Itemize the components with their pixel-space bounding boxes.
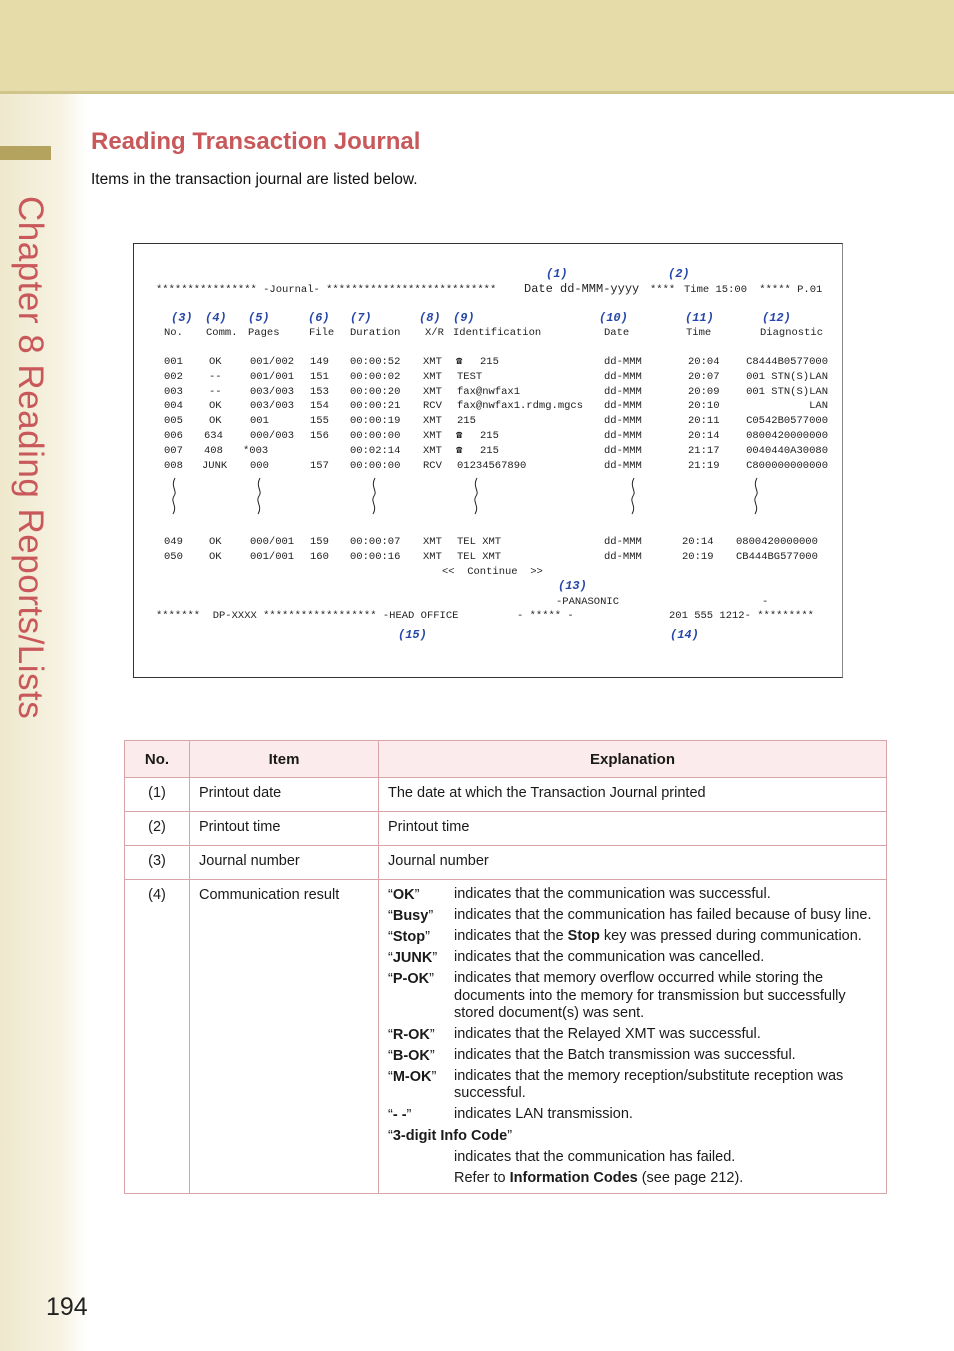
row-item: Journal number [190,846,379,880]
table-row [125,846,887,880]
callout-15: (15) [398,628,427,642]
journal-time: Time 15:00 [684,284,748,296]
break-mark [169,477,179,515]
journal-cell-xr: RCV [423,459,442,472]
journal-cell-file: 155 [310,415,329,428]
journal-cell-comm: OK [209,536,222,548]
footer-right: 201 555 1212- ********* [669,610,814,622]
row-explanation: Journal number [379,846,887,880]
journal-cell-comm: OK [209,400,222,413]
result-code-desc: indicates that the Stop key was pressed during communication. [454,928,862,944]
break-mark [471,477,481,515]
result-code: “B-OK” [388,1047,435,1064]
result-code: “- -” [388,1106,412,1123]
result-code-row [388,1026,877,1044]
journal-cell-time: 20:19 [682,551,714,563]
result-code-row [388,1068,877,1103]
result-code: “OK” [388,887,420,903]
phone-icon: ☎ [456,430,463,442]
journal-cell-diagnostic: 0040440A30080 [746,444,828,457]
phone-icon: ☎ [456,444,463,457]
journal-cell-diagnostic: CB444BG577000 [736,551,818,563]
row-item: Communication result [190,880,379,1194]
header-item: Item [190,741,379,778]
col-identification: Identification [453,327,542,339]
journal-cell-pages: *003 [243,444,269,457]
journal-row [134,536,842,548]
footer-mid: - ***** - [517,610,574,622]
phone-icon: ☎ [456,356,463,368]
col-date: Date [604,327,630,339]
col-time: Time [686,327,712,339]
journal-cell-file: 159 [310,536,329,548]
result-code: “Stop” [388,929,430,945]
journal-row [134,460,842,472]
journal-cell-xr: XMT [423,444,442,457]
callout-14: (14) [670,628,699,642]
journal-cell-duration: 00:00:20 [350,385,401,398]
result-code-desc: indicates that memory overflow occurred while storing the documents into the memory for transmission but successfully stored document(s) was sent. [454,970,846,1021]
footer-left: ******* DP-XXXX ****************** -HEAD OFFICE [156,610,459,622]
journal-cell-comm: 634 [204,430,223,442]
journal-row [134,551,842,563]
journal-cell-pages: 001 [250,415,269,428]
journal-cell-pages: 001/001 [250,370,295,383]
journal-cell-identification: TEL XMT [457,551,502,563]
journal-cell-pages: 000/001 [250,536,295,548]
journal-cell-no: 049 [164,536,183,548]
callout-10: (10) [599,311,628,325]
journal-cell-file: 153 [310,385,329,398]
callout-2: (2) [668,267,690,281]
journal-cell-comm: -- [209,370,222,383]
journal-column-headers [134,327,842,339]
break-mark [254,477,264,515]
table-row [125,880,887,1194]
table-row [125,778,887,812]
journal-cell-comm: 408 [204,444,223,457]
callout-7: (7) [350,311,372,325]
result-code: “JUNK” [388,950,438,966]
journal-row [134,430,842,442]
journal-cell-time: 20:10 [688,400,720,413]
result-code: “R-OK” [388,1026,435,1043]
row-no: (2) [125,812,190,846]
journal-cell-date: dd-MMM [604,415,642,428]
callout-12: (12) [762,311,791,325]
header-no: No. [125,741,190,778]
journal-cell-time: 20:09 [688,385,720,398]
journal-row [134,371,842,383]
journal-cell-no: 005 [164,415,183,428]
journal-cell-date: dd-MMM [604,385,642,398]
journal-cell-xr: XMT [423,536,442,548]
row-explanation [379,880,887,1194]
journal-cell-duration: 00:00:19 [350,415,401,428]
result-code: “Busy” [388,908,434,924]
journal-cell-pages: 003/003 [250,400,295,413]
panasonic-text: -PANASONIC [556,596,620,608]
explanation-table [124,740,887,1194]
journal-cell-comm: OK [209,551,222,563]
journal-cell-time: 20:04 [688,356,720,368]
journal-cell-no: 001 [164,356,183,368]
row-item: Printout date [190,778,379,812]
top-band [0,0,954,91]
journal-cell-identification: 215 [457,415,476,428]
journal-cell-no: 002 [164,370,183,383]
journal-cell-no: 008 [164,459,183,472]
result-code-row [388,907,877,925]
result-code-desc: indicates LAN transmission. [454,1105,633,1122]
journal-cell-file: 151 [310,370,329,383]
journal-cell-file: 154 [310,400,329,413]
page-number: 194 [46,1293,88,1321]
journal-cell-time: 20:14 [682,536,714,548]
top-band-rule [0,91,954,94]
journal-cell-identification: fax@nwfax1.rdmg.mgcs [457,400,584,413]
journal-cell-duration: 00:00:21 [350,400,401,413]
row-no: (4) [125,880,190,1194]
result-code-desc: indicates that the communication was successful. [454,886,771,902]
result-code-row [388,1106,877,1124]
result-code-row [388,886,877,904]
col-no: No. [164,327,183,339]
info-code: “3-digit Info Code” [388,1127,513,1144]
journal-cell-diagnostic: 001 STN(S)LAN [746,370,828,383]
journal-sample [133,243,843,678]
callout-4: (4) [205,311,227,325]
panasonic-dash: - [762,596,769,608]
journal-cell-xr: XMT [423,370,442,383]
journal-row [134,356,842,368]
chapter-tab-marker [0,146,51,160]
break-mark [751,477,761,515]
journal-cell-identification: 01234567890 [457,459,527,472]
journal-cell-time: 21:19 [688,459,720,472]
table-header-row [125,741,887,778]
journal-cell-comm: OK [209,415,222,428]
result-code-row [388,949,877,967]
journal-cell-date: dd-MMM [604,356,642,368]
callout-1: (1) [546,267,568,281]
journal-row [134,400,842,412]
journal-cell-no: 050 [164,551,183,563]
result-code-row [388,1047,877,1065]
journal-cell-comm: JUNK [202,459,228,472]
callout-6: (6) [308,311,330,325]
col-diagnostic: Diagnostic [760,327,824,339]
journal-cell-diagnostic: C8444B0577000 [746,356,828,368]
journal-row [134,445,842,457]
journal-row [134,386,842,398]
journal-cell-date: dd-MMM [604,459,642,472]
journal-cell-date: dd-MMM [604,536,642,548]
journal-row [134,415,842,427]
result-code-desc: indicates that the communication was cancelled. [454,949,765,965]
result-code: “P-OK” [388,971,434,987]
callout-3: (3) [171,311,193,325]
result-code-desc: indicates that the Batch transmission was successful. [454,1046,796,1063]
row-no: (3) [125,846,190,880]
break-mark [628,477,638,515]
journal-cell-pages: 000/003 [250,430,295,442]
journal-cell-identification: 215 [480,444,499,457]
result-code-desc: indicates that the memory reception/substitute reception was successful. [454,1067,844,1101]
row-explanation: The date at which the Transaction Journal printed [379,778,887,812]
journal-cell-date: dd-MMM [604,370,642,383]
journal-cell-no: 003 [164,385,183,398]
journal-cell-comm: -- [209,385,222,398]
journal-cell-diagnostic: C800000000000 [746,459,828,472]
journal-cell-pages: 001/001 [250,551,295,563]
callout-9: (9) [453,311,475,325]
row-item: Printout time [190,812,379,846]
journal-cell-no: 006 [164,430,183,442]
journal-cell-no: 004 [164,400,183,413]
journal-cell-file: 157 [310,459,329,472]
journal-cell-xr: RCV [423,400,442,413]
journal-cell-pages: 003/003 [250,385,295,398]
journal-cell-xr: XMT [423,430,442,442]
journal-cell-date: dd-MMM [604,444,642,457]
journal-cell-identification: TEL XMT [457,536,502,548]
header-explanation: Explanation [379,741,887,778]
journal-cell-date: dd-MMM [604,551,642,563]
table-row [125,812,887,846]
journal-cell-diagnostic: 0800420000000 [736,536,818,548]
journal-cell-time: 20:07 [688,370,720,383]
journal-cell-time: 20:11 [688,415,720,428]
journal-cell-duration: 00:00:52 [350,356,401,368]
journal-cell-identification: 215 [480,430,499,442]
journal-cell-xr: XMT [423,551,442,563]
journal-cell-file: 149 [310,356,329,368]
journal-cell-diagnostic: 0800420000000 [746,430,828,442]
callout-8: (8) [419,311,441,325]
journal-cell-time: 20:14 [688,430,720,442]
journal-cell-identification: fax@nwfax1 [457,385,521,398]
result-code-desc: indicates that the communication has failed because of busy line. [454,907,872,923]
journal-header-line: **************** -Journal- *************************** [156,284,497,296]
journal-cell-date: dd-MMM [604,430,642,442]
callout-5: (5) [248,311,270,325]
callout-11: (11) [685,311,714,325]
journal-cell-xr: XMT [423,415,442,428]
col-xr: X/R [425,327,444,339]
journal-cell-xr: XMT [423,356,442,368]
journal-cell-xr: XMT [423,385,442,398]
journal-cell-diagnostic: LAN [809,400,828,413]
info-code-row [388,1127,877,1145]
journal-cell-duration: 00:00:02 [350,370,401,383]
section-title: Reading Transaction Journal [91,128,421,155]
journal-header-tail-b: ***** P.01 [753,284,823,296]
result-code-row [388,970,877,1023]
journal-cell-duration: 00:00:07 [350,536,401,548]
journal-cell-diagnostic: 001 STN(S)LAN [746,385,828,398]
journal-cell-duration: 00:00:00 [350,430,401,442]
continue-text: << Continue >> [442,566,543,578]
col-file: File [309,327,335,339]
intro-text: Items in the transaction journal are listed below. [91,171,418,188]
journal-cell-comm: OK [209,356,222,368]
journal-cell-duration: 00:00:16 [350,551,401,563]
col-pages: Pages [248,327,280,339]
journal-cell-date: dd-MMM [604,400,642,413]
col-comm: Comm. [206,327,238,339]
col-duration: Duration [350,327,401,339]
result-codes-list [388,886,877,1124]
journal-date: Date dd-MMM-yyyy [524,282,640,296]
result-code-row [388,928,877,946]
journal-cell-no: 007 [164,444,183,457]
journal-cell-pages: 001/002 [250,356,295,368]
chapter-label: Chapter 8 Reading Reports/Lists [11,196,50,720]
journal-cell-pages: 000 [250,459,269,472]
journal-cell-duration: 00:02:14 [350,444,401,457]
journal-cell-time: 21:17 [688,444,720,457]
callout-13: (13) [558,579,587,593]
journal-cell-diagnostic: C0542B0577000 [746,415,828,428]
journal-cell-file: 156 [310,430,329,442]
journal-cell-file: 160 [310,551,329,563]
journal-header-tail-a: **** [650,284,682,296]
journal-cell-identification: TEST [457,370,483,383]
result-code: “M-OK” [388,1068,437,1085]
row-explanation: Printout time [379,812,887,846]
break-mark [369,477,379,515]
info-code-refer: Refer to Information Codes (see page 212). [454,1169,744,1186]
journal-cell-duration: 00:00:00 [350,459,401,472]
result-code-desc: indicates that the Relayed XMT was successful. [454,1025,761,1042]
row-no: (1) [125,778,190,812]
info-code-desc: indicates that the communication has failed. [454,1148,736,1165]
journal-cell-identification: 215 [480,356,499,368]
